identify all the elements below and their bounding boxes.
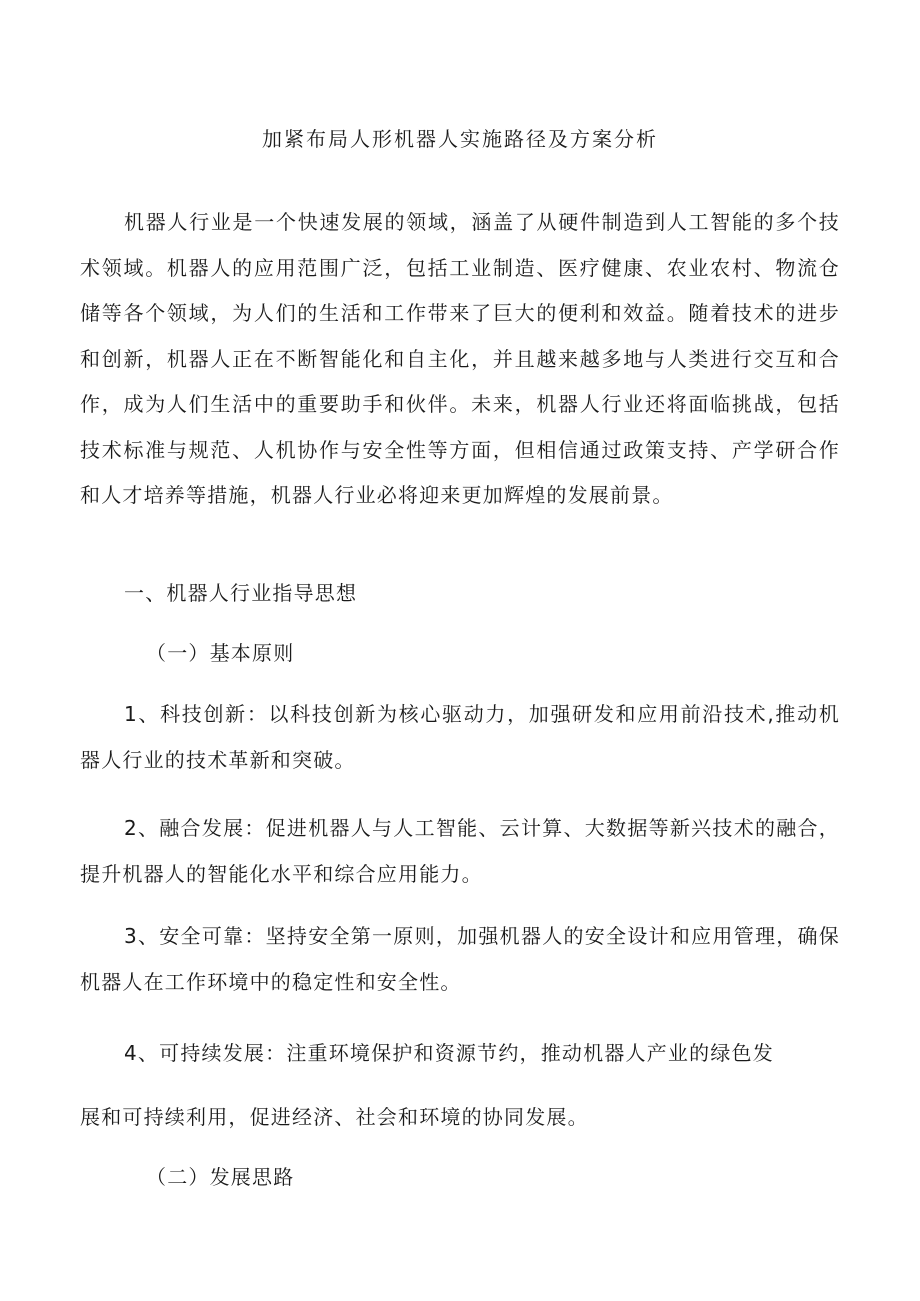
principle-item-safety-reliability: 3、安全可靠：坚持安全第一原则，加强机器人的安全设计和应用管理，确保机器人在工作环境中的稳定性和安全性。 (80, 924, 840, 994)
subsection-heading-basic-principles: （一）基本原则 (146, 641, 295, 665)
section-heading-guiding-ideology: 一、机器人行业指导思想 (124, 581, 358, 605)
subsection-heading-development-approach: （二）发展思路 (146, 1165, 295, 1189)
principle-item-sustainable-line2: 展和可持续利用，促进经济、社会和环境的协同发展。 (80, 1105, 589, 1129)
principle-item-sustainable-line1: 4、可持续发展：注重环境保护和资源节约，推动机器人产业的绿色发 (124, 1041, 774, 1065)
intro-paragraph: 机器人行业是一个快速发展的领域，涵盖了从硬件制造到人工智能的多个技术领域。机器人的应用范围广泛，包括工业制造、医疗健康、农业农村、物流仓储等各个领域，为人们的生活和工作带来了巨大的便利和效益。随着技术的进步和创新，机器人正在不断智能化和自主化，并且越来越多地与人类进行交互和合作，成为人们生活中的重要助手和伙伴。未来，机器人行业还将面临挑战，包括技术标准与规范、人机协作与安全性等方面，但相信通过政策支持、产学研合作和人才培养等措施，机器人行业必将迎来更加辉煌的发展前景。 (80, 210, 840, 507)
principle-item-integrated-development: 2、融合发展：促进机器人与人工智能、云计算、大数据等新兴技术的融合，提升机器人的智能化水平和综合应用能力。 (80, 816, 840, 886)
document-title: 加紧布局人形机器人实施路径及方案分析 (262, 127, 658, 151)
principle-item-tech-innovation: 1、科技创新：以科技创新为核心驱动力，加强研发和应用前沿技术,推动机器人行业的技术革新和突破。 (80, 702, 840, 772)
